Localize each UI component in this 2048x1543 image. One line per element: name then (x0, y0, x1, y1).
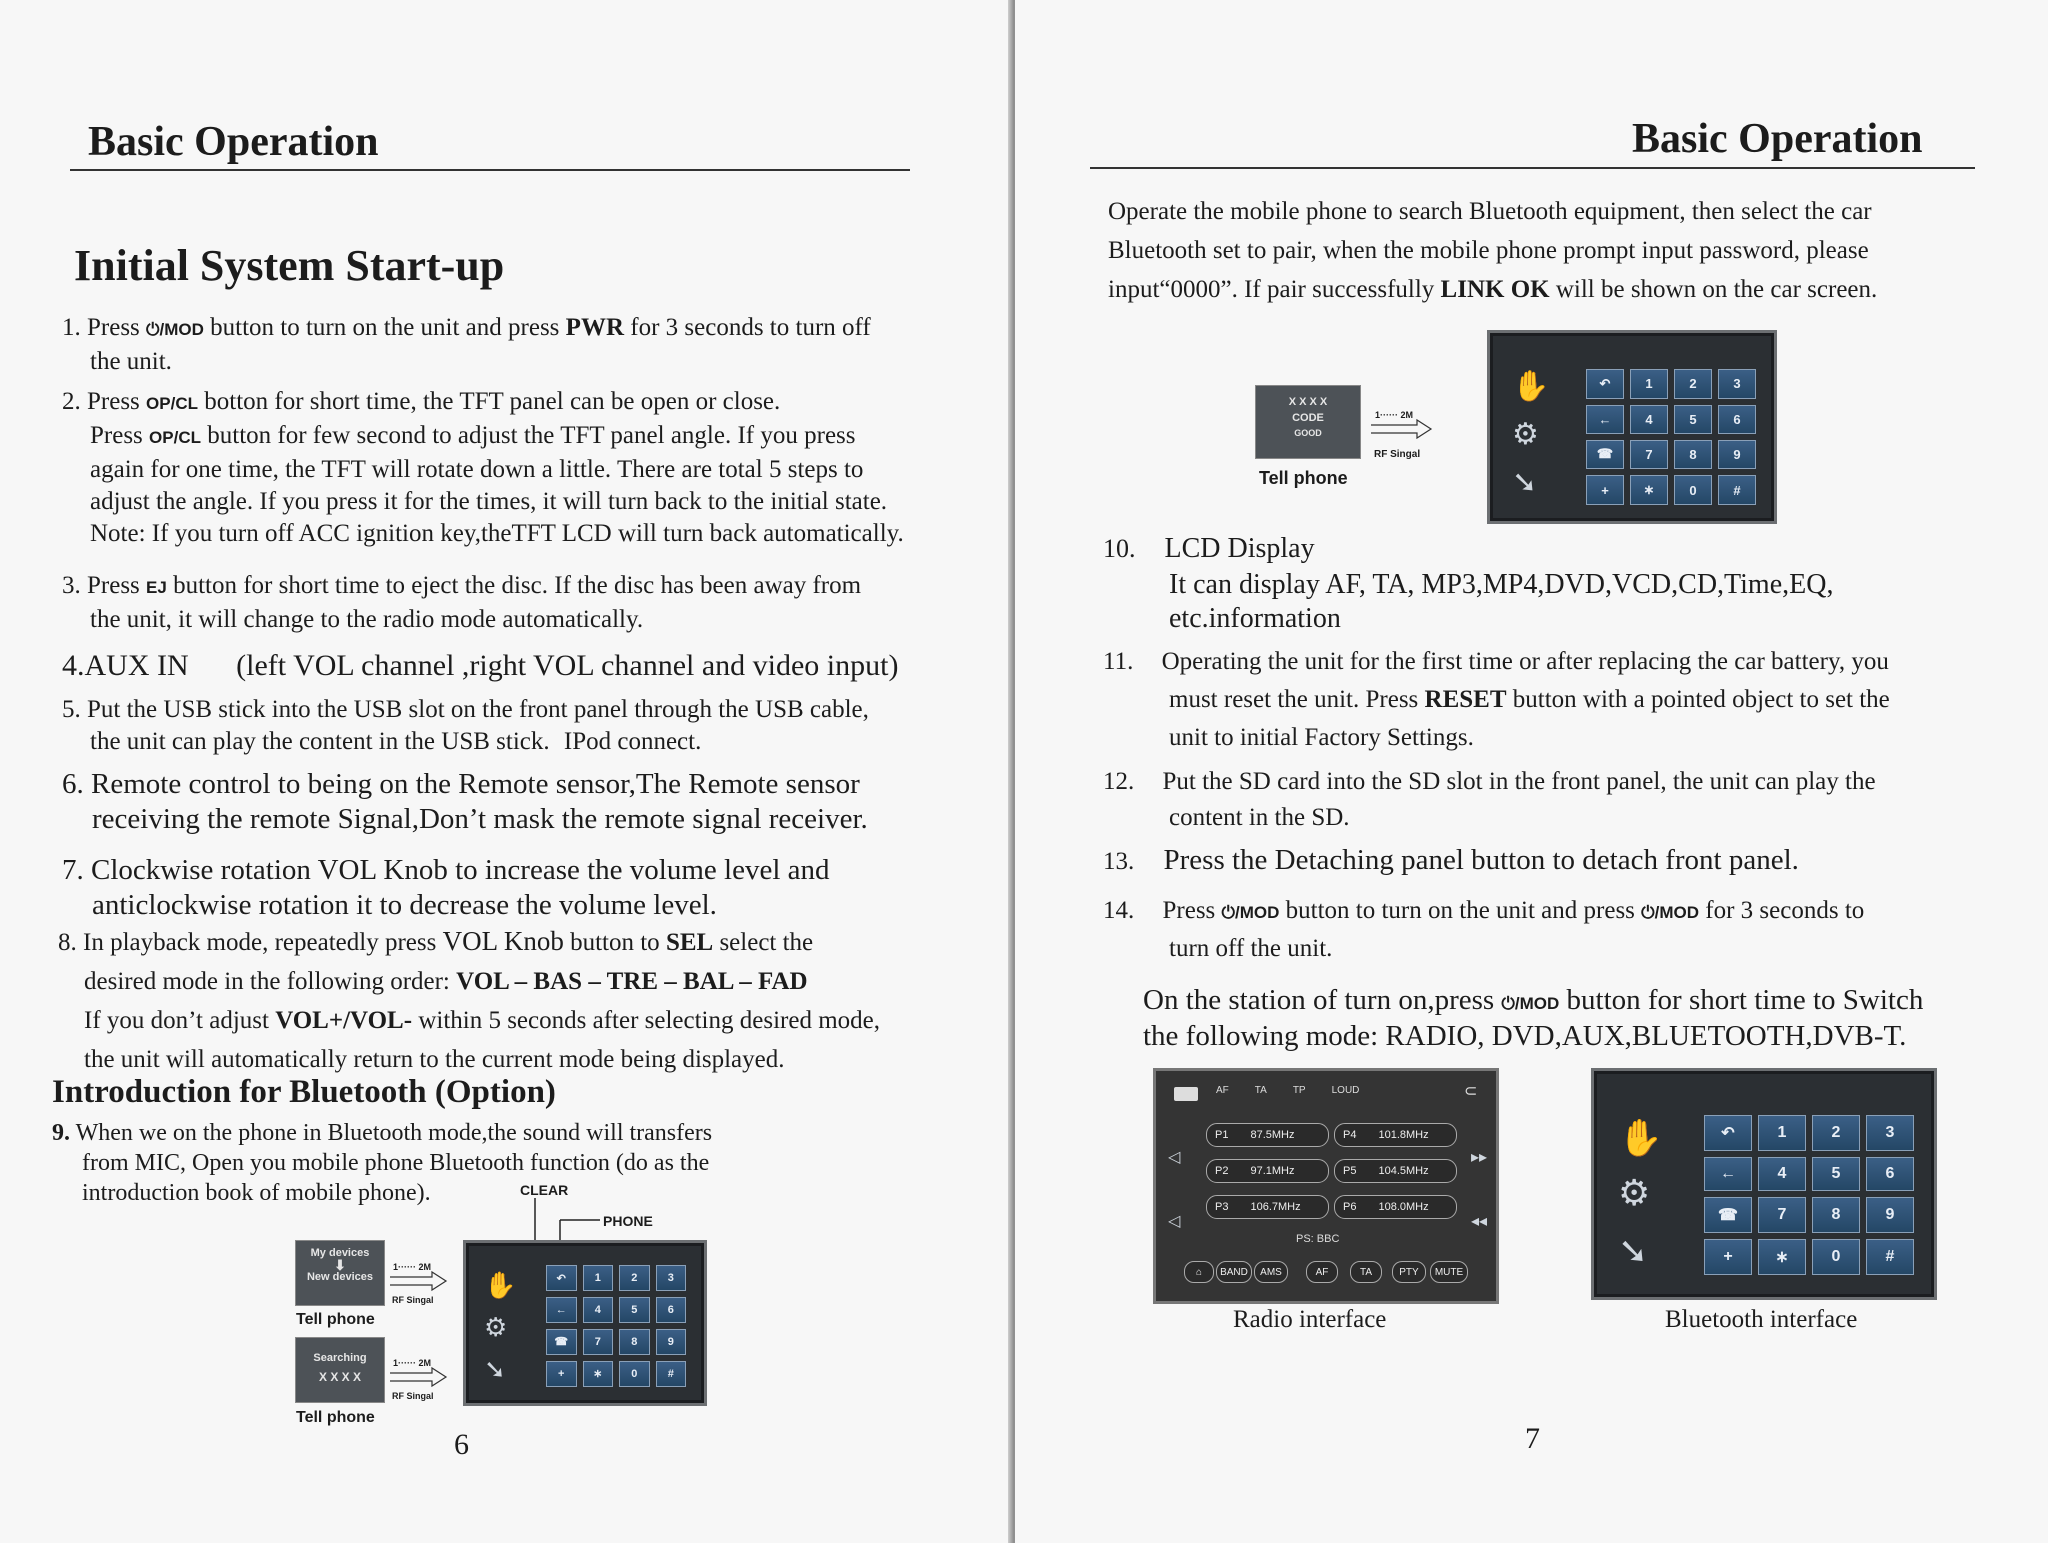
keypad-key[interactable]: ∗ (1758, 1239, 1806, 1275)
keypad-key[interactable]: 8 (1674, 440, 1712, 470)
keypad-key[interactable]: 9 (1866, 1197, 1914, 1233)
keypad-key[interactable]: 8 (1812, 1197, 1860, 1233)
exit-icon: ➘ (1618, 1231, 1649, 1272)
phone-screen-code: X X X X CODE GOOD (1255, 385, 1361, 459)
list-item-continuation: content in the SD. (1169, 804, 1350, 831)
range-label: 1······ 2M (1375, 410, 1413, 420)
list-item: 12. Put the SD card into the SD slot in the front panel, the unit can play the (1103, 768, 1876, 795)
keypad-key[interactable]: + (1586, 475, 1624, 505)
station-paragraph: On the station of turn on,press ⏻/MOD button for short time to Switch the following mode: RADIO, DVD,AUX,BLUETOOTH,DVB-T. (1143, 984, 1924, 1052)
list-item-continuation: It can display AF, TA, MP3,MP4,DVD,VCD,CD,Time,EQ, etc.information (1169, 569, 1834, 634)
contacts-icon: ✋ (1512, 369, 1550, 404)
prev-icon[interactable]: ◁ (1168, 1147, 1181, 1166)
keypad-key[interactable]: 1 (583, 1265, 614, 1291)
bluetooth-screen (1591, 1068, 1937, 1300)
list-item: 2. Press OP/CL botton for short time, the TFT panel can be open or close. (62, 388, 781, 415)
keypad-key[interactable]: 8 (619, 1329, 650, 1355)
section-title: Initial System Start-up (74, 241, 505, 290)
keypad-key[interactable]: # (656, 1361, 687, 1387)
exit-icon: ➘ (484, 1355, 506, 1385)
preset-button[interactable]: P3 106.7MHz (1206, 1195, 1329, 1219)
seek-forward-icon[interactable]: ▸▸ (1471, 1147, 1488, 1166)
list-item-continuation: turn off the unit. (1169, 935, 1333, 962)
keypad-key[interactable]: ∗ (1630, 475, 1668, 505)
ams-button[interactable]: AMS (1254, 1261, 1288, 1283)
list-item: 10. LCD Display (1103, 533, 1315, 564)
keypad-key[interactable]: 4 (1630, 405, 1668, 434)
bluetooth-screen (1487, 330, 1777, 524)
preset-button[interactable]: P6 108.0MHz (1334, 1195, 1457, 1219)
keypad-key[interactable]: 4 (1758, 1157, 1806, 1191)
keypad-key[interactable]: 0 (1812, 1239, 1860, 1275)
page-header: Basic Operation (1632, 116, 1923, 162)
settings-icon: ⚙ (1512, 417, 1539, 452)
keypad-key[interactable]: 2 (1674, 369, 1712, 399)
keypad-key[interactable]: ☎ (1586, 440, 1624, 470)
keypad-key[interactable]: 9 (1718, 440, 1756, 470)
keypad-key[interactable]: 7 (583, 1329, 614, 1355)
list-item: 1. Press ⏻/MOD button to turn on the unit and press PWR for 3 seconds to turn off the unit. (62, 314, 871, 375)
tell-phone-label: Tell phone (296, 1409, 375, 1426)
keypad-key[interactable]: ← (546, 1297, 577, 1322)
keypad-key[interactable]: 7 (1630, 440, 1668, 470)
keypad-key[interactable]: ↶ (1586, 369, 1624, 399)
back-icon[interactable]: ⊂ (1464, 1083, 1478, 1100)
mute-button[interactable]: MUTE (1430, 1261, 1468, 1283)
arrow-right-icon (1369, 418, 1433, 440)
rf-label: RF Singal (392, 1391, 434, 1401)
range-label: 1······ 2M (393, 1358, 431, 1368)
tell-phone-label: Tell phone (1259, 468, 1348, 488)
preset-button[interactable]: P4 101.8MHz (1334, 1123, 1457, 1147)
pty-button[interactable]: PTY (1392, 1261, 1426, 1283)
range-label: 1······ 2M (393, 1262, 431, 1272)
keypad-key[interactable]: # (1718, 475, 1756, 505)
keypad[interactable] (546, 1265, 686, 1387)
list-item: 6. Remote control to being on the Remote sensor,The Remote sensor receiving the remote Signal,Don’t mask the remote signal receiver. (62, 768, 868, 835)
ta-button[interactable]: TA (1350, 1261, 1382, 1283)
keypad-key[interactable]: # (1866, 1239, 1914, 1275)
page-number: 7 (1525, 1422, 1540, 1455)
radio-flags: AF TA TP LOUD (1216, 1085, 1360, 1096)
band-button[interactable]: BAND (1216, 1261, 1252, 1283)
prev-icon[interactable]: ◁ (1168, 1211, 1181, 1230)
keypad-key[interactable]: + (546, 1361, 577, 1387)
preset-button[interactable]: P5 104.5MHz (1334, 1159, 1457, 1183)
rf-label: RF Singal (1374, 449, 1421, 460)
preset-button[interactable]: P1 87.5MHz (1206, 1123, 1329, 1147)
page-header: Basic Operation (88, 119, 379, 165)
keypad-key[interactable]: 3 (1866, 1115, 1914, 1151)
list-item: 5. Put the USB stick into the USB slot on the front panel through the USB cable, the unit can play the content in the USB stick. IPod connect. (62, 696, 869, 755)
list-item: 8. In playback mode, repeatedly press VOL Knob button to SEL select the desired mode in the following order: VOL – BAS – TRE – BAL – FAD If you don’t adjust VOL+/VOL- within 5 seconds after selecting desired mode, the unit will automatically return to the current mode being displayed. (58, 926, 880, 1073)
phone-callout: PHONE (603, 1213, 653, 1229)
keypad-key[interactable]: ☎ (546, 1329, 577, 1355)
page-number: 6 (454, 1428, 469, 1461)
radio-icon (1174, 1087, 1198, 1101)
preset-button[interactable]: P2 97.1MHz (1206, 1159, 1329, 1183)
keypad[interactable] (1586, 369, 1756, 505)
bluetooth-heading: Introduction for Bluetooth (Option) (52, 1074, 556, 1110)
ps-label: PS: BBC (1296, 1233, 1340, 1245)
rf-label: RF Singal (392, 1295, 434, 1305)
keypad-key[interactable]: 1 (1630, 369, 1668, 399)
keypad-key[interactable]: 2 (1812, 1115, 1860, 1151)
list-item: 9. When we on the phone in Bluetooth mode,the sound will transfers from MIC, Open you mobile phone Bluetooth function (do as the introduction book of mobile phone). (52, 1120, 713, 1206)
contacts-icon: ✋ (1618, 1118, 1663, 1159)
right-page (1015, 0, 2048, 1543)
phone-screen-searching: Searching X X X X (295, 1337, 385, 1403)
header-rule (1090, 167, 1975, 169)
af-button[interactable]: AF (1306, 1261, 1338, 1283)
arrow-right-icon (388, 1366, 448, 1388)
tell-phone-label: Tell phone (296, 1311, 375, 1328)
keypad-key[interactable]: ↶ (1704, 1115, 1752, 1151)
contacts-icon: ✋ (484, 1271, 517, 1301)
bluetooth-screen (463, 1240, 707, 1406)
keypad-key[interactable]: 2 (619, 1265, 650, 1291)
seek-back-icon[interactable]: ◂◂ (1471, 1211, 1488, 1230)
keypad-key[interactable]: 0 (619, 1361, 650, 1387)
list-item: 14. Press ⏻/MOD button to turn on the unit and press ⏻/MOD for 3 seconds to (1103, 897, 1865, 924)
keypad-key[interactable]: 5 (1674, 405, 1712, 434)
radio-screen (1153, 1068, 1499, 1304)
list-item-continuation: must reset the unit. Press RESET button with a pointed object to set the unit to initial Factory Settings. (1169, 686, 1890, 751)
list-item: 11. Operating the unit for the first time or after replacing the car battery, you (1103, 648, 1889, 675)
header-rule (70, 169, 910, 171)
keypad-key[interactable]: 9 (656, 1329, 687, 1355)
intro-paragraph: Operate the mobile phone to search Bluetooth equipment, then select the car Bluetooth set to pair, when the mobile phone prompt input password, please input“0000”. If pair successfully LINK OK will be shown on the car screen. (1108, 198, 1878, 303)
keypad-key[interactable]: ← (1586, 405, 1624, 434)
keypad-key[interactable]: 5 (619, 1297, 650, 1322)
list-item: 7. Clockwise rotation VOL Knob to increase the volume level and anticlockwise rotation it to decrease the volume level. (62, 854, 830, 921)
radio-caption: Radio interface (1233, 1306, 1387, 1333)
keypad-key[interactable]: 3 (656, 1265, 687, 1291)
phone-screen-devices: My devices ⬇ New devices (295, 1240, 385, 1306)
keypad-key[interactable]: ∗ (583, 1361, 614, 1387)
keypad-key[interactable]: + (1704, 1239, 1752, 1275)
bluetooth-caption: Bluetooth interface (1665, 1306, 1858, 1333)
list-item-continuation: Press OP/CL button for few second to adjust the TFT panel angle. If you press again for one time, the TFT will rotate down a little. There are total 5 steps to adjust the angle. If you press it for the times, it will turn back to the initial state. Note: If you turn off ACC ignition key,theTFT LCD will turn back automatically. (90, 422, 904, 547)
keypad-key[interactable]: ↶ (546, 1265, 577, 1291)
keypad[interactable] (1704, 1115, 1914, 1275)
settings-icon: ⚙ (1618, 1173, 1651, 1214)
down-arrow-icon: ⬇ (334, 1257, 346, 1273)
keypad-key[interactable]: 4 (583, 1297, 614, 1322)
keypad-key[interactable]: 7 (1758, 1197, 1806, 1233)
keypad-key[interactable]: 6 (1866, 1157, 1914, 1191)
keypad-key[interactable]: 6 (656, 1297, 687, 1322)
clear-callout: CLEAR (520, 1182, 569, 1198)
left-page (0, 0, 1013, 1543)
list-item: 13. Press the Detaching panel button to detach front panel. (1103, 844, 1799, 876)
home-icon[interactable]: ⌂ (1184, 1261, 1214, 1283)
list-item: 3. Press EJ button for short time to eject the disc. If the disc has been away from the unit, it will change to the radio mode automatically. (62, 572, 862, 633)
arrow-right-icon (388, 1270, 448, 1292)
keypad-key[interactable]: 0 (1674, 475, 1712, 505)
keypad-key[interactable]: 3 (1718, 369, 1756, 399)
keypad-key[interactable]: 5 (1812, 1157, 1860, 1191)
keypad-key[interactable]: 1 (1758, 1115, 1806, 1151)
keypad-key[interactable]: ☎ (1704, 1197, 1752, 1233)
keypad-key[interactable]: 6 (1718, 405, 1756, 434)
keypad-key[interactable]: ← (1704, 1157, 1752, 1191)
list-item: 4.AUX IN (left VOL channel ,right VOL channel and video input) (62, 649, 899, 682)
settings-icon: ⚙ (484, 1313, 508, 1343)
exit-icon: ➘ (1512, 465, 1538, 500)
